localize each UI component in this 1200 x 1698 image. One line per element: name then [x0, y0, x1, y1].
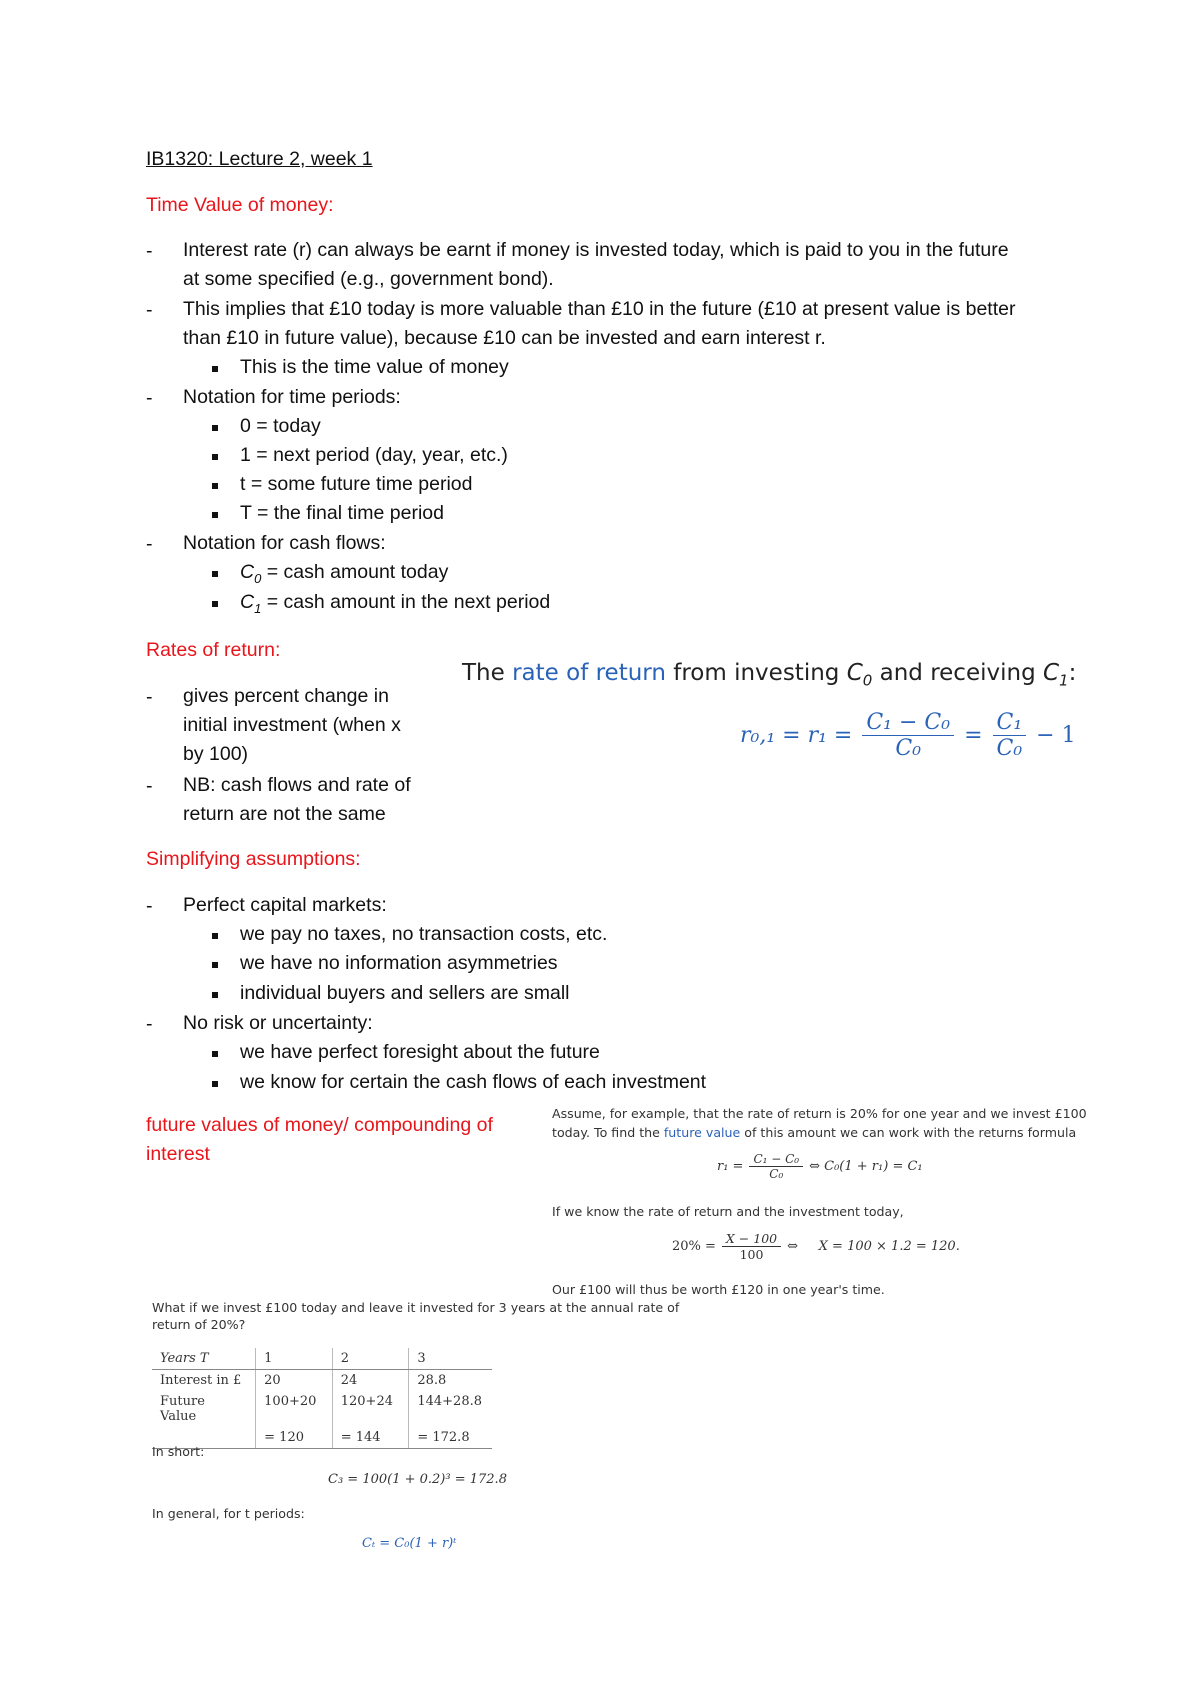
sub-bullet-text: 1 = next period (day, year, etc.)	[240, 444, 508, 466]
future-value-table	[152, 1348, 492, 1449]
table-header-cell: 2	[332, 1348, 409, 1370]
bullet-text: Notation for time periods:	[183, 386, 401, 408]
table-header-cell: Years T	[152, 1348, 256, 1370]
excerpt-text: What if we invest £100 today and leave it invested for 3 years at the annual rate of	[152, 1300, 680, 1315]
sub-bullet-text: we have no information asymmetries	[240, 952, 558, 974]
square-bullet-icon	[212, 601, 218, 607]
sub-bullet-text: T = the final time period	[240, 502, 444, 524]
table-cell: Future Value	[160, 1394, 205, 1424]
square-bullet-icon	[212, 933, 218, 939]
rate-of-return-formula-caption: The rate of return from investing $C_0$ and receiving $C_1$:	[462, 660, 1077, 690]
bullet-text: Notation for cash flows:	[183, 532, 386, 554]
bullet-dash: -	[146, 686, 153, 708]
square-bullet-icon	[212, 992, 218, 998]
section-heading-time-value: Time Value of money:	[146, 194, 334, 216]
bullet-text-continued: by 100)	[183, 743, 249, 765]
table-row	[152, 1391, 492, 1427]
sub-bullet-text: $C_0$ = cash amount today	[240, 561, 449, 586]
excerpt-text: In short:	[152, 1444, 205, 1459]
table-cell: 144+28.8	[409, 1391, 492, 1427]
sub-bullet-text: t = some future time period	[240, 473, 473, 495]
table-header-cell: 3	[409, 1348, 492, 1370]
section-heading-future-values-continued: interest	[146, 1143, 210, 1165]
excerpt-text: today. To find the future value of this amount we can work with the returns formula	[552, 1125, 1077, 1140]
bullet-dash: -	[146, 387, 153, 409]
table-cell: 28.8	[409, 1370, 492, 1392]
bullet-dash: -	[146, 1013, 153, 1035]
sub-bullet-text: This is the time value of money	[240, 356, 509, 378]
bullet-text-continued: return are not the same	[183, 803, 386, 825]
bullet-dash: -	[146, 895, 153, 917]
bullet-text-continued: at some specified (e.g., government bond).	[183, 268, 554, 290]
table-cell: 100+20	[256, 1391, 333, 1427]
table-cell: 120+24	[332, 1391, 409, 1427]
excerpt-text: If we know the rate of return and the investment today,	[552, 1204, 904, 1219]
bullet-text: Perfect capital markets:	[183, 894, 387, 916]
square-bullet-icon	[212, 425, 218, 431]
sub-bullet-text: 0 = today	[240, 415, 321, 437]
table-cell: = 144	[332, 1427, 409, 1449]
square-bullet-icon	[212, 571, 218, 577]
bullet-text: No risk or uncertainty:	[183, 1012, 373, 1034]
table-cell: = 172.8	[409, 1427, 492, 1449]
excerpt-text: In general, for t periods:	[152, 1506, 305, 1521]
sub-bullet-text: we know for certain the cash flows of each investment	[240, 1071, 707, 1093]
document-title: IB1320: Lecture 2, week 1	[146, 148, 373, 170]
square-bullet-icon	[212, 483, 218, 489]
bullet-text: NB: cash flows and rate of	[183, 774, 411, 796]
table-row	[152, 1370, 492, 1392]
excerpt-text: return of 20%?	[152, 1317, 246, 1332]
excerpt-text: Our £100 will thus be worth £120 in one year's time.	[552, 1282, 885, 1297]
section-heading-rates-of-return: Rates of return:	[146, 639, 281, 661]
square-bullet-icon	[212, 366, 218, 372]
sub-bullet-text: $C_1$ = cash amount in the next period	[240, 591, 551, 616]
table-header-cell: 1	[256, 1348, 333, 1370]
sub-bullet-text: we pay no taxes, no transaction costs, etc.	[240, 923, 608, 945]
bullet-text-continued: initial investment (when x	[183, 714, 401, 736]
bullet-dash: -	[146, 299, 153, 321]
short-formula: C₃ = 100(1 + 0.2)³ = 172.8	[328, 1472, 507, 1487]
table-cell: = 120	[256, 1427, 333, 1449]
square-bullet-icon	[212, 512, 218, 518]
bullet-text: Interest rate (r) can always be earnt if money is invested today, which is paid to you in the future	[183, 239, 1009, 261]
bullet-text: gives percent change in	[183, 685, 389, 707]
table-header-row	[152, 1348, 492, 1370]
sub-bullet-text: individual buyers and sellers are small	[240, 982, 570, 1004]
bullet-dash: -	[146, 533, 153, 555]
square-bullet-icon	[212, 1051, 218, 1057]
section-heading-future-values: future values of money/ compounding of	[146, 1114, 493, 1136]
twenty-percent-formula: 20% = $\frac{X - 100}{100}$ ⇔ X = 100 × 1.2 = 120.	[672, 1231, 960, 1262]
square-bullet-icon	[212, 962, 218, 968]
bullet-text-continued: than £10 in future value), because £10 can be invested and earn interest r.	[183, 327, 826, 349]
bullet-dash: -	[146, 775, 153, 797]
table-cell: Interest in £	[160, 1373, 242, 1388]
bullet-text: This implies that £10 today is more valuable than £10 in the future (£10 at present value is better	[183, 298, 1016, 320]
returns-formula: r₁ = $\frac{\text{C₁ − C₀}}{\text{C₀}}$ ⇔ C₀(1 + r₁) = C₁	[717, 1152, 923, 1181]
rate-of-return-formula: r₀,₁ = r₁ = $\frac{\text{C₁ − C₀}}{\text{C₀}}$ = $\frac{\text{C₁}}{\text{C₀}}$ − 1	[740, 710, 1076, 761]
sub-bullet-text: we have perfect foresight about the future	[240, 1041, 600, 1063]
section-heading-simplifying-assumptions: Simplifying assumptions:	[146, 848, 361, 870]
square-bullet-icon	[212, 1081, 218, 1087]
table-cell: 24	[332, 1370, 409, 1392]
bullet-dash: -	[146, 240, 153, 262]
excerpt-text: Assume, for example, that the rate of return is 20% for one year and we invest £100	[552, 1106, 1087, 1121]
table-cell: 20	[256, 1370, 333, 1392]
general-formula: Cₜ = C₀(1 + r)ᵗ	[362, 1536, 457, 1551]
square-bullet-icon	[212, 454, 218, 460]
